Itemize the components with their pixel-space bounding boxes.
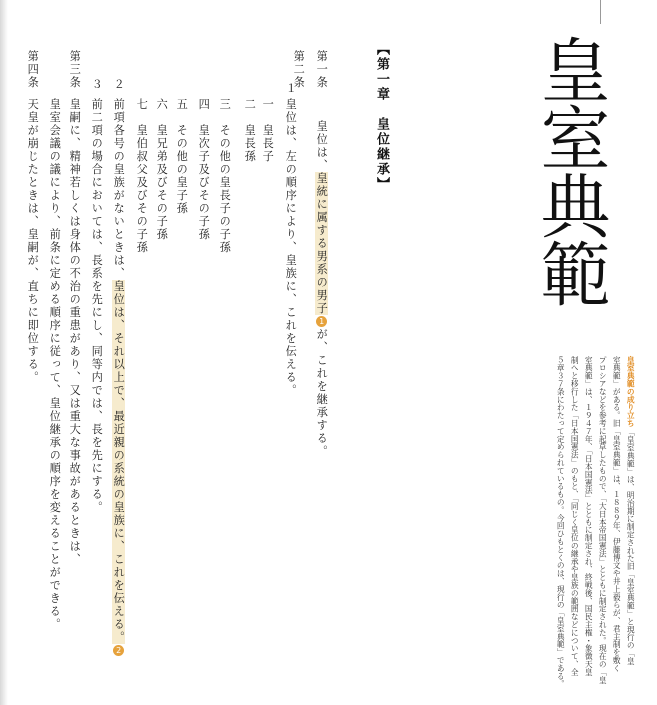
article-3-line-2: 皇室会議の議により、前条に定める順序に従って、皇位継承の順序を変えることができる。 [48, 98, 62, 631]
article-3-line-1: 皇嗣に、精神若しくは身体の不治の重患があり、又は重大な事故があるときは、 [68, 98, 82, 566]
article-2-para-1-number: １ [284, 82, 298, 95]
top-rule [600, 0, 601, 24]
succession-item-7: 七 皇伯叔父及びその子孫 [135, 98, 149, 254]
annotation-marker-2: 2 [114, 646, 124, 655]
article-2-label: 第二条 [292, 50, 306, 89]
succession-item-6: 六 皇兄弟及びその子孫 [155, 98, 169, 241]
succession-item-1: 一 皇長子 [261, 98, 275, 163]
article-4-label: 第四条 [26, 50, 40, 89]
article-2-para-3: 前二項の場合においては、長系を先にし、同等内では、長を先にする。 [90, 98, 104, 514]
succession-item-2: 二 皇長孫 [243, 98, 257, 163]
note-line-4: 室典範」は、１９４７年、「日本国憲法」とともに制定され、終戦後、国民主権・象徴天皇 [584, 356, 594, 677]
article-1-highlight: 皇統に属する男系の男子 [315, 172, 329, 315]
article-2-para-2-number: ２ [112, 78, 126, 91]
article-2-para-2-highlight: 皇位は、それ以上で、最近親の系統の皇族に、これを伝える。 [112, 280, 126, 644]
article-1-text [316, 120, 327, 458]
article-4-line-1: 天皇が崩じたときは、皇嗣が、直ちに即位する。 [26, 98, 40, 384]
note-line-1: 「皇室典範」は、明治期に制定された旧「皇室典範」と現行の「皇 [626, 428, 636, 665]
succession-item-3: 三 その他の皇長子の子孫 [218, 98, 232, 254]
article-3-label: 第三条 [68, 50, 82, 89]
note-line-5: 制へと移行した「日本国憲法」のもと、「同じく皇位の継承や皇族の範囲などについて、全 [570, 356, 580, 677]
article-1-pre: 皇位は、 [315, 120, 329, 172]
article-2-para-2 [113, 98, 124, 657]
article-1-label: 第一条 [315, 50, 329, 89]
note-line-6: ５章３７条にわたって定められているもの。今回ひもとくのは、現行の「皇室典範」である。 [556, 356, 566, 688]
succession-item-4: 四 皇次子及びその子孫 [197, 98, 211, 241]
article-1-post: が、これを継承する。 [315, 328, 329, 458]
article-2-para-1: 皇位は、左の順序により、皇族に、これを伝える。 [284, 98, 298, 397]
page-title: 皇室典範 [529, 34, 611, 306]
article-2-para-2-pre: 前項各号の皇族がないときは、 [112, 98, 126, 280]
page-binding-shadow [0, 0, 8, 705]
article-2-para-3-number: ３ [90, 78, 104, 91]
chapter-heading: 【第一章 皇位継承】 [374, 42, 389, 192]
note-line-2: 室典範」がある。旧「皇室典範」は、１８８９年、伊藤博文や井上毅らが、君主制を敷く [612, 356, 622, 672]
note-heading: 皇室典範の成り立ち [626, 356, 636, 428]
note-line-3: プロシアなどを参考に起草したもので、「大日本帝国憲法」とともに制定された。現在の「皇 [598, 356, 608, 684]
annotation-marker-1: 1 [317, 317, 327, 326]
succession-item-5: 五 その他の皇子孫 [175, 98, 189, 215]
